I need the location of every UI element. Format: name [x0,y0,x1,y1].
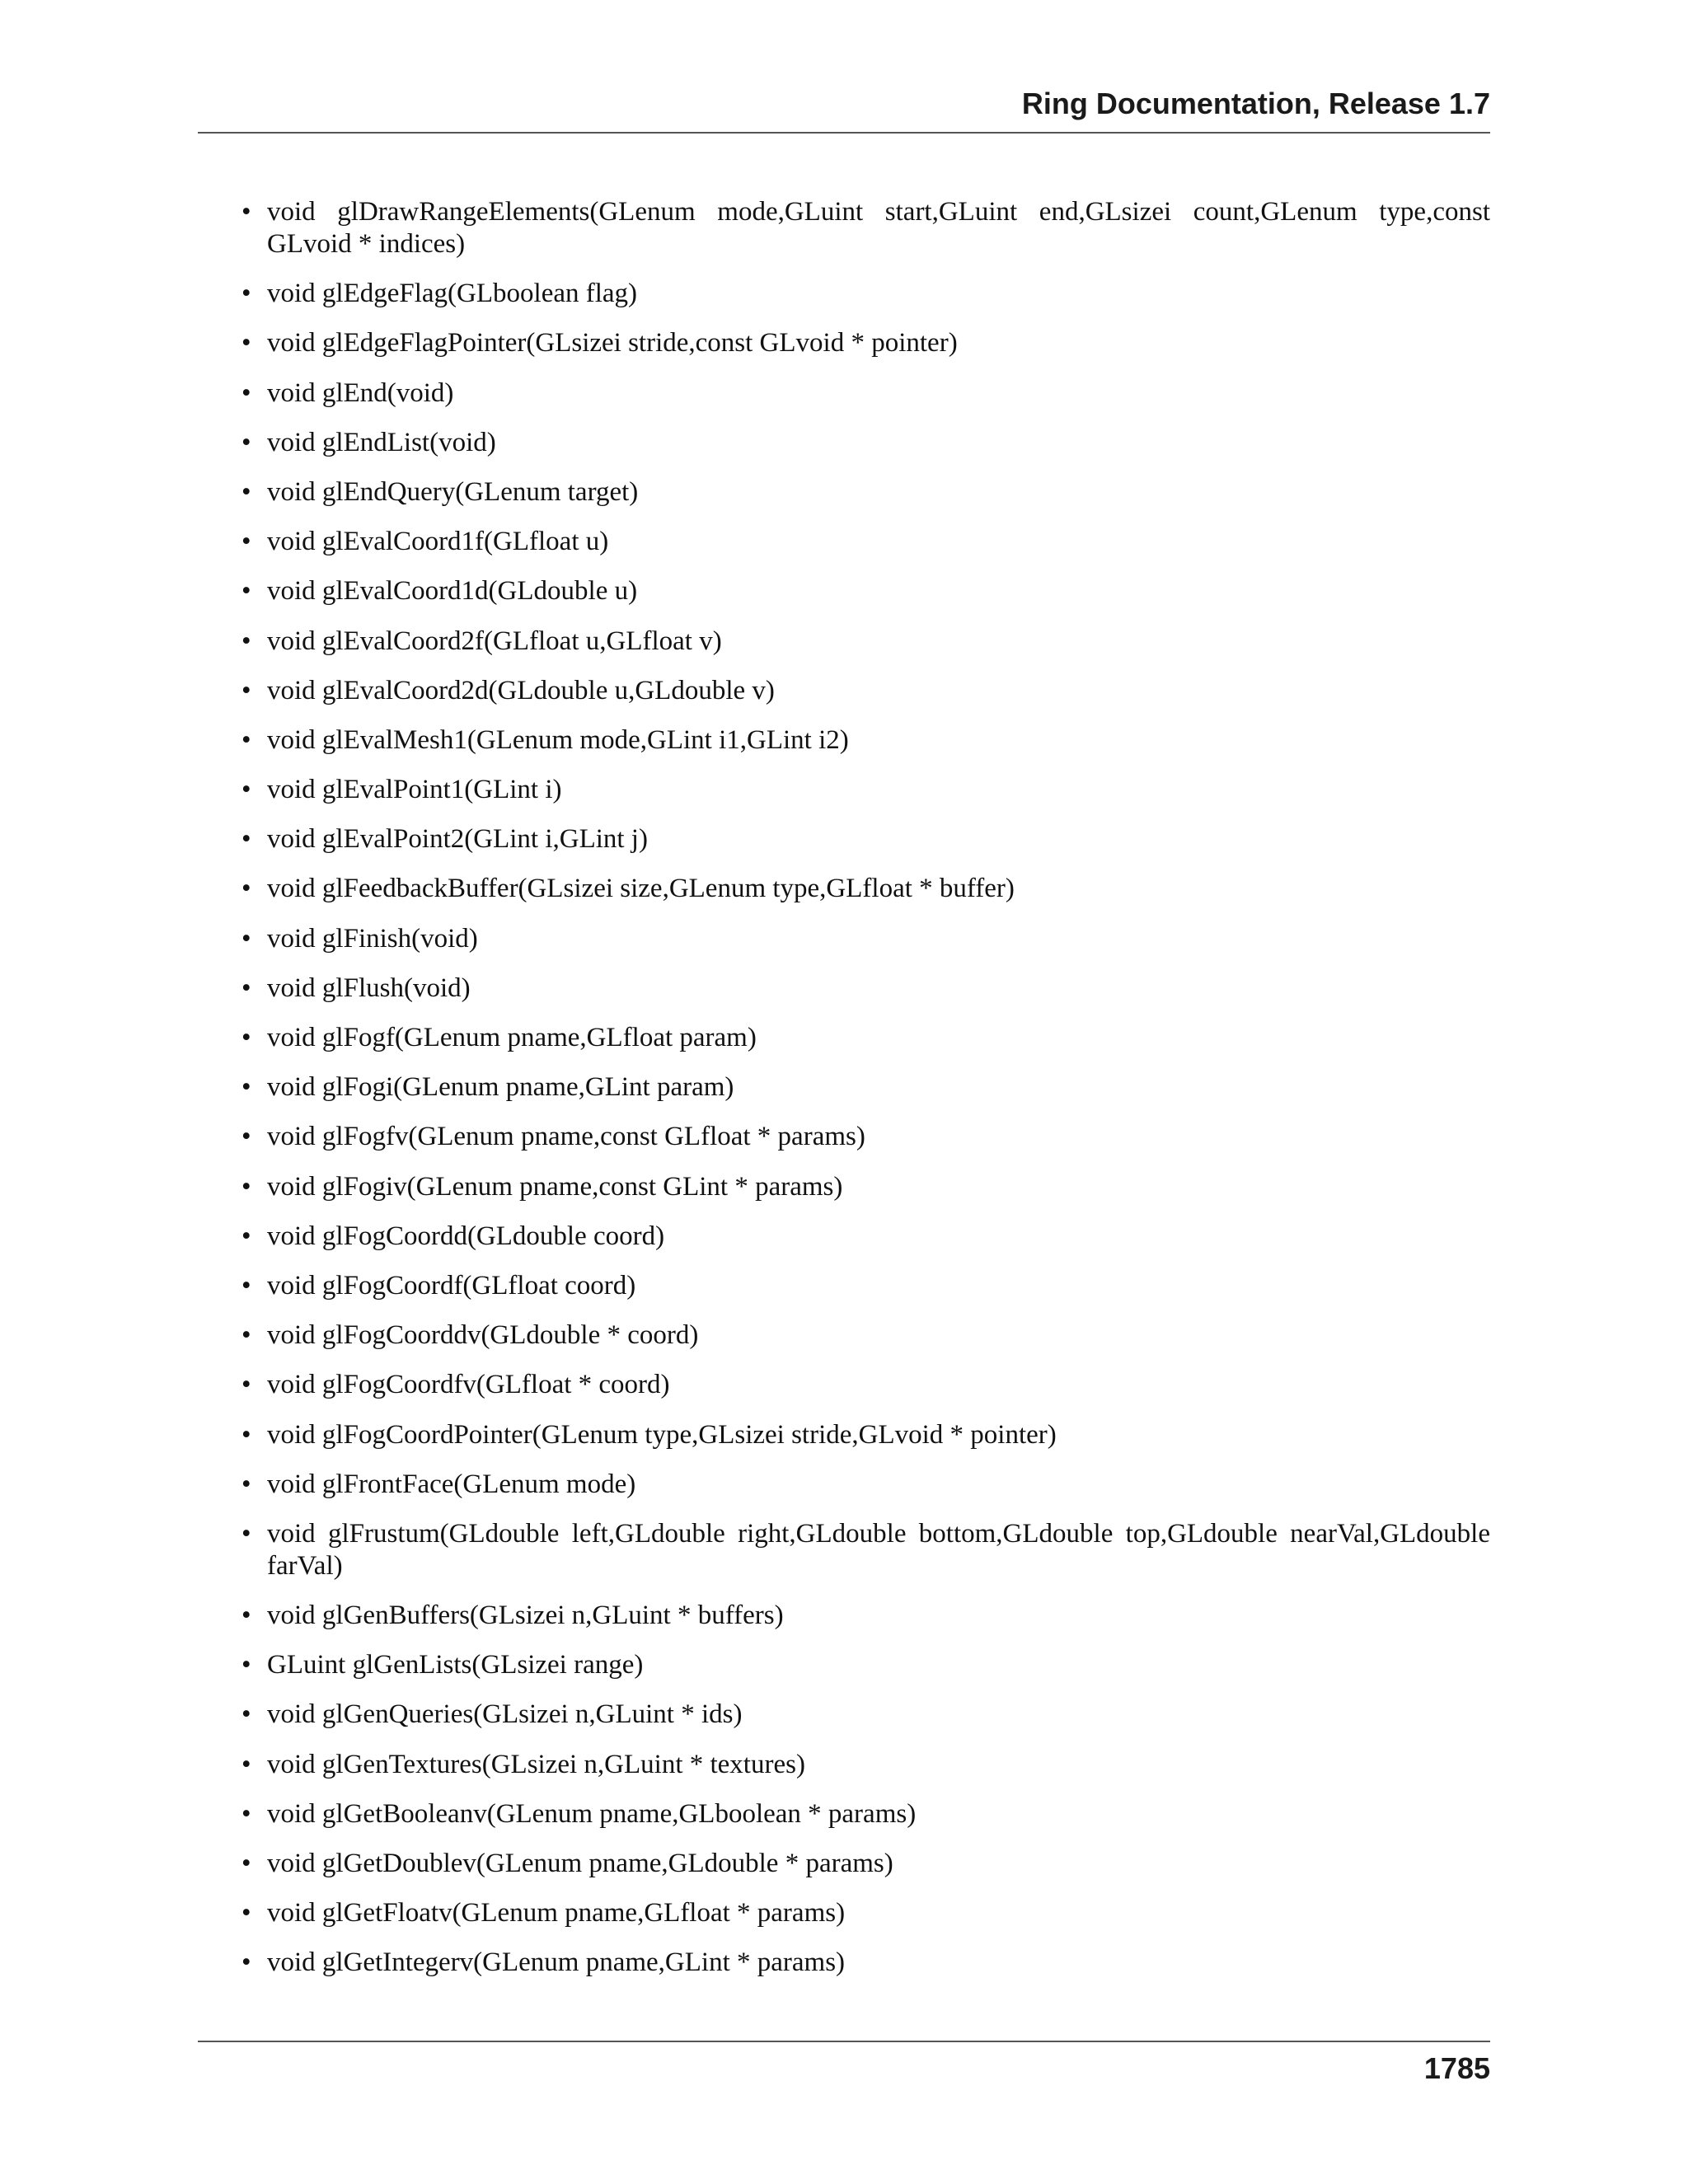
document-title: Ring Documentation, Release 1.7 [1021,87,1490,120]
list-item: • void glFogf(GLenum pname,GLfloat param) [198,1022,1490,1054]
list-item: • void glGenQueries(GLsizei n,GLuint * ids) [198,1699,1490,1731]
list-item: • void glFogCoordf(GLfloat coord) [198,1270,1490,1302]
list-item: • void glEvalCoord2f(GLfloat u,GLfloat v) [198,626,1490,658]
list-item: • void glGetIntegerv(GLenum pname,GLint * params) [198,1947,1490,1979]
list-item: • void glGetBooleanv(GLenum pname,GLboolean * params) [198,1798,1490,1830]
running-header [198,89,1490,134]
page-content [198,196,1490,1997]
list-item: • void glFogCoordfv(GLfloat * coord) [198,1369,1490,1401]
list-item: • void glEdgeFlag(GLboolean flag) [198,278,1490,310]
list-item: • void glEvalPoint1(GLint i) [198,774,1490,806]
list-item: • void glEvalCoord1d(GLdouble u) [198,575,1490,607]
list-item: • void glFogi(GLenum pname,GLint param) [198,1071,1490,1104]
list-item: • void glFinish(void) [198,923,1490,955]
running-footer [198,2041,1490,2090]
list-item: • void glEvalCoord2d(GLdouble u,GLdouble v) [198,675,1490,707]
list-item: • GLuint glGenLists(GLsizei range) [198,1649,1490,1681]
list-item: • void glEndQuery(GLenum target) [198,476,1490,509]
function-list [198,196,1490,1979]
list-item: • void glGenTextures(GLsizei n,GLuint * textures) [198,1749,1490,1781]
list-item: • void glEndList(void) [198,427,1490,459]
list-item: • void glGenBuffers(GLsizei n,GLuint * buffers) [198,1600,1490,1632]
list-item: • void glFrontFace(GLenum mode) [198,1469,1490,1501]
list-item: • void glEnd(void) [198,377,1490,410]
list-item: • void glFrustum(GLdouble left,GLdouble right,GLdouble bottom,GLdouble top,GLdouble nearVal,GLdouble farVal) [198,1518,1490,1582]
list-item: • void glEvalPoint2(GLint i,GLint j) [198,823,1490,855]
list-item: • void glFeedbackBuffer(GLsizei size,GLenum type,GLfloat * buffer) [198,873,1490,905]
list-item: • void glGetFloatv(GLenum pname,GLfloat * params) [198,1897,1490,1929]
list-item: • void glDrawRangeElements(GLenum mode,GLuint start,GLuint end,GLsizei count,GLenum type,const GLvoid * indices) [198,196,1490,260]
list-item: • void glFlush(void) [198,972,1490,1005]
list-item: • void glEvalCoord1f(GLfloat u) [198,526,1490,558]
list-item: • void glFogCoordPointer(GLenum type,GLsizei stride,GLvoid * pointer) [198,1419,1490,1451]
list-item: • void glFogCoordd(GLdouble coord) [198,1221,1490,1253]
page-number: 1785 [1423,2051,1490,2085]
list-item: • void glGetDoublev(GLenum pname,GLdouble * params) [198,1848,1490,1880]
list-item: • void glFogCoorddv(GLdouble * coord) [198,1319,1490,1352]
list-item: • void glFogfv(GLenum pname,const GLfloat * params) [198,1121,1490,1153]
list-item: • void glFogiv(GLenum pname,const GLint * params) [198,1171,1490,1203]
list-item: • void glEvalMesh1(GLenum mode,GLint i1,GLint i2) [198,724,1490,757]
list-item: • void glEdgeFlagPointer(GLsizei stride,const GLvoid * pointer) [198,327,1490,359]
